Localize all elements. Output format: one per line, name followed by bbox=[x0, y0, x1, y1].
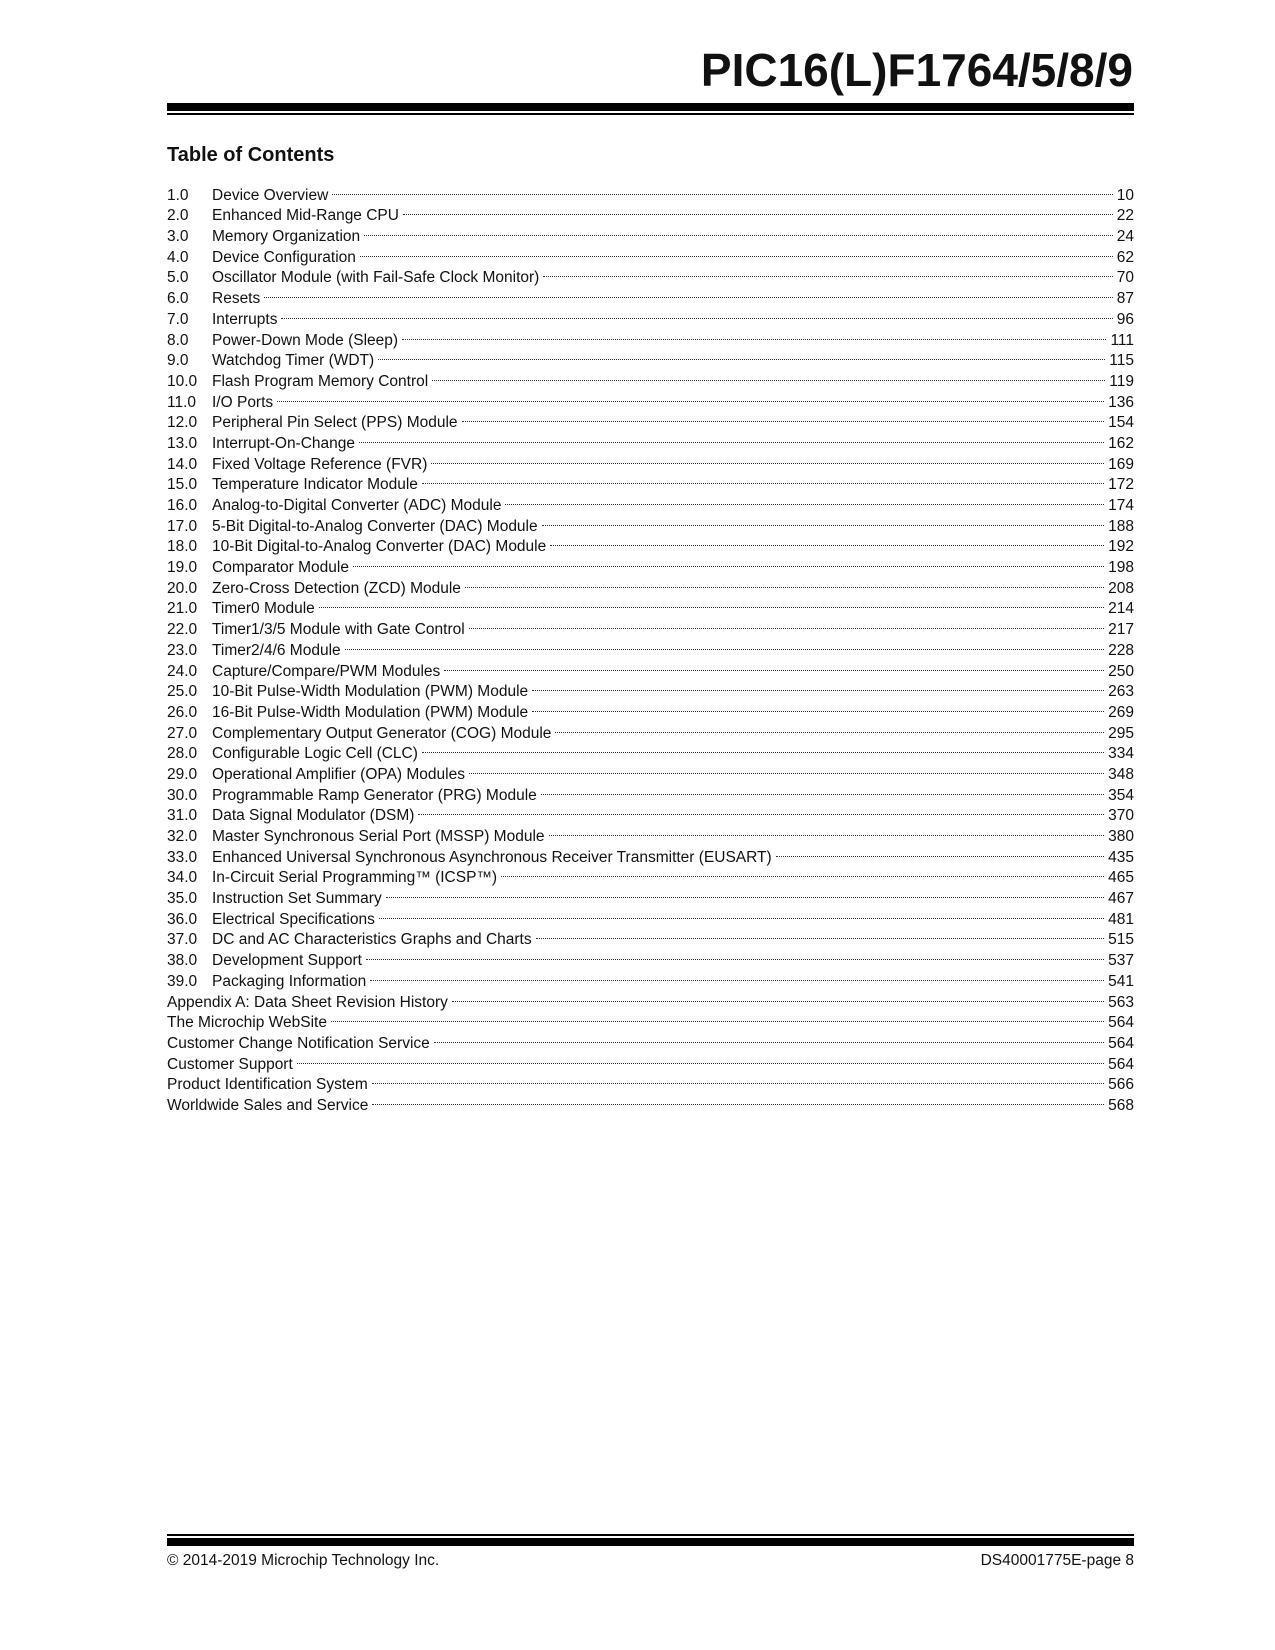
toc-entry-page[interactable]: 208 bbox=[1108, 579, 1134, 597]
toc-entry-title[interactable]: I/O Ports bbox=[212, 393, 274, 411]
toc-entry-number: 35.0 bbox=[167, 890, 198, 908]
toc-dot-leader bbox=[364, 220, 1113, 241]
toc-entry-title[interactable]: Instruction Set Summary bbox=[212, 890, 382, 908]
toc-entry-number: 32.0 bbox=[167, 828, 198, 845]
toc-entry-title[interactable]: Analog-to-Digital Converter (ADC) Module bbox=[212, 497, 502, 514]
toc-entry-title[interactable]: Development Support bbox=[212, 952, 362, 970]
toc-entry-page[interactable]: 228 bbox=[1108, 641, 1134, 659]
toc-entry-page[interactable]: 111 bbox=[1110, 331, 1134, 349]
toc-entry-number: 28.0 bbox=[167, 745, 198, 763]
toc-entry-page[interactable]: 515 bbox=[1108, 931, 1134, 949]
toc-dot-leader bbox=[297, 1048, 1104, 1069]
toc-entry[interactable] bbox=[167, 282, 1134, 308]
toc-entry-page[interactable]: 568 bbox=[1108, 1096, 1134, 1114]
toc-entry-page[interactable]: 263 bbox=[1108, 683, 1134, 701]
toc-entry-number: 23.0 bbox=[167, 641, 198, 659]
toc-list bbox=[167, 179, 1134, 1114]
toc-dot-leader bbox=[542, 510, 1105, 531]
toc-entry-title[interactable]: Data Signal Modulator (DSM) bbox=[212, 807, 415, 825]
toc-entry-page[interactable]: 198 bbox=[1108, 559, 1134, 577]
toc-entry-number: 21.0 bbox=[167, 600, 198, 618]
toc-entry-page[interactable]: 162 bbox=[1108, 434, 1134, 452]
toc-entry-title[interactable]: Timer2/4/6 Module bbox=[212, 641, 341, 659]
toc-dot-leader bbox=[319, 593, 1104, 614]
toc-entry-page[interactable]: 467 bbox=[1108, 890, 1134, 908]
toc-entry-page[interactable]: 217 bbox=[1108, 621, 1134, 639]
toc-dot-leader bbox=[264, 282, 1113, 303]
toc-entry-page[interactable]: 537 bbox=[1108, 952, 1134, 970]
toc-entry-title[interactable]: Appendix A: Data Sheet Revision History bbox=[167, 993, 448, 1011]
toc-entry-title[interactable]: 10-Bit Digital-to-Analog Converter (DAC) Module bbox=[212, 538, 547, 556]
toc-entry-title[interactable]: Flash Program Memory Control bbox=[212, 372, 429, 390]
toc-entry[interactable] bbox=[167, 386, 1134, 411]
toc-entry-number: 33.0 bbox=[167, 848, 198, 866]
toc-entry-title[interactable]: Worldwide Sales and Service bbox=[167, 1096, 369, 1114]
toc-dot-leader bbox=[345, 634, 1104, 655]
toc-entry-title[interactable]: Electrical Specifications bbox=[212, 910, 375, 928]
toc-entry-title[interactable]: Interrupt-On-Change bbox=[212, 434, 356, 452]
toc-entry-title[interactable]: Device Configuration bbox=[212, 248, 356, 266]
toc-entry-number: 22.0 bbox=[167, 621, 198, 639]
toc-dot-leader bbox=[422, 469, 1104, 490]
toc-entry-number: 4.0 bbox=[167, 248, 189, 266]
toc-dot-leader bbox=[452, 986, 1104, 1007]
toc-entry-number: 12.0 bbox=[167, 414, 198, 432]
toc-entry-number: 30.0 bbox=[167, 786, 198, 804]
toc-dot-leader bbox=[359, 427, 1104, 448]
toc-entry-page[interactable]: 354 bbox=[1108, 786, 1134, 804]
toc-entry-title[interactable]: 5-Bit Digital-to-Analog Converter (DAC) Module bbox=[212, 517, 538, 535]
toc-entry-number: 8.0 bbox=[167, 331, 189, 349]
toc-dot-leader bbox=[403, 200, 1113, 221]
toc-entry-page[interactable]: 62 bbox=[1116, 248, 1134, 266]
toc-entry-page[interactable]: 10 bbox=[1116, 186, 1134, 204]
toc-entry[interactable] bbox=[167, 407, 1134, 432]
toc-entry-number: 29.0 bbox=[167, 765, 198, 783]
toc-entry-number: 1.0 bbox=[167, 186, 189, 204]
toc-entry-number: 3.0 bbox=[167, 228, 189, 246]
toc-entry-title[interactable]: Fixed Voltage Reference (FVR) bbox=[212, 455, 428, 473]
footer-page-ref: DS40001775E-page 8 bbox=[980, 1552, 1134, 1569]
toc-entry-number: 25.0 bbox=[167, 683, 198, 701]
toc-entry-title[interactable]: In-Circuit Serial Programming™ (ICSP™) bbox=[212, 869, 498, 887]
toc-entry-page[interactable]: 96 bbox=[1116, 310, 1134, 328]
toc-entry-page[interactable]: 24 bbox=[1116, 228, 1134, 246]
toc-dot-leader bbox=[543, 262, 1112, 283]
toc-entry-page[interactable]: 22 bbox=[1116, 207, 1134, 225]
toc-dot-leader bbox=[776, 841, 1104, 862]
toc-entry-page[interactable]: 188 bbox=[1108, 517, 1134, 535]
toc-dot-leader bbox=[372, 1089, 1104, 1110]
footer-copyright: © 2014-2019 Microchip Technology Inc. bbox=[167, 1552, 440, 1569]
toc-entry-number: 20.0 bbox=[167, 579, 198, 597]
toc-entry-title[interactable]: Customer Support bbox=[167, 1055, 293, 1073]
toc-dot-leader bbox=[277, 386, 1104, 407]
toc-entry-title[interactable]: 16-Bit Pulse-Width Modulation (PWM) Module bbox=[212, 703, 529, 721]
toc-entry-title[interactable]: Resets bbox=[212, 290, 261, 308]
toc-entry-number: 6.0 bbox=[167, 290, 189, 308]
toc-dot-leader bbox=[462, 407, 1105, 428]
toc-entry-page[interactable]: 214 bbox=[1108, 600, 1134, 618]
toc-dot-leader bbox=[360, 241, 1113, 262]
toc-dot-leader bbox=[532, 676, 1104, 697]
toc-dot-leader bbox=[434, 1027, 1104, 1048]
toc-entry-page[interactable]: 348 bbox=[1108, 765, 1134, 783]
toc-entry-page[interactable]: 172 bbox=[1108, 476, 1134, 494]
toc-dot-leader bbox=[541, 779, 1104, 800]
toc-entry-title[interactable]: Operational Amplifier (OPA) Modules bbox=[212, 765, 465, 783]
toc-dot-leader bbox=[505, 489, 1104, 510]
toc-entry-title[interactable]: Watchdog Timer (WDT) bbox=[212, 352, 375, 370]
toc-entry-title[interactable]: Packaging Information bbox=[212, 972, 367, 990]
toc-dot-leader bbox=[372, 1069, 1104, 1090]
toc-entry-number: 19.0 bbox=[167, 559, 198, 577]
toc-entry-page[interactable]: 481 bbox=[1108, 910, 1134, 928]
toc-entry-title[interactable]: Peripheral Pin Select (PPS) Module bbox=[212, 414, 458, 432]
toc-entry-page[interactable]: 115 bbox=[1109, 352, 1134, 370]
toc-entry-number: 16.0 bbox=[167, 497, 198, 514]
toc-entry-title[interactable]: Capture/Compare/PWM Modules bbox=[212, 662, 441, 680]
toc-entry-title[interactable]: Programmable Ramp Generator (PRG) Module bbox=[212, 786, 537, 804]
toc-entry-number: 17.0 bbox=[167, 517, 198, 535]
toc-dot-leader bbox=[469, 758, 1104, 779]
toc-entry-title[interactable]: 10-Bit Pulse-Width Modulation (PWM) Module bbox=[212, 683, 529, 701]
toc-entry-page[interactable]: 174 bbox=[1108, 497, 1134, 514]
toc-dot-leader bbox=[386, 882, 1104, 903]
toc-entry-page[interactable]: 563 bbox=[1108, 993, 1134, 1011]
toc-entry-number: 31.0 bbox=[167, 807, 198, 825]
toc-dot-leader bbox=[432, 365, 1105, 386]
toc-entry-title[interactable]: Complementary Output Generator (COG) Module bbox=[212, 724, 552, 742]
toc-dot-leader bbox=[332, 179, 1112, 200]
toc-entry-title[interactable]: Zero-Cross Detection (ZCD) Module bbox=[212, 579, 461, 597]
toc-entry-title[interactable]: The Microchip WebSite bbox=[167, 1014, 327, 1032]
toc-dot-leader bbox=[549, 820, 1105, 841]
toc-entry-page[interactable]: 380 bbox=[1108, 828, 1134, 845]
toc-entry-page[interactable]: 435 bbox=[1108, 848, 1134, 866]
toc-entry-page[interactable]: 87 bbox=[1116, 290, 1134, 308]
toc-entry-number: 15.0 bbox=[167, 476, 198, 494]
toc-entry-page[interactable]: 269 bbox=[1108, 703, 1134, 721]
toc-entry-page[interactable]: 169 bbox=[1108, 455, 1134, 473]
toc-entry-title[interactable]: Power-Down Mode (Sleep) bbox=[212, 331, 399, 349]
toc-entry-title[interactable]: Comparator Module bbox=[212, 559, 349, 577]
toc-entry-title[interactable]: Configurable Logic Cell (CLC) bbox=[212, 745, 418, 763]
toc-entry-title[interactable]: Timer0 Module bbox=[212, 600, 315, 618]
toc-dot-leader bbox=[379, 903, 1104, 924]
toc-dot-leader bbox=[402, 324, 1106, 345]
toc-entry-number: 37.0 bbox=[167, 931, 198, 949]
toc-dot-leader bbox=[501, 862, 1104, 883]
toc-entry[interactable] bbox=[167, 324, 1134, 349]
toc-entry-page[interactable]: 250 bbox=[1108, 662, 1134, 680]
toc-entry-title[interactable]: Customer Change Notification Service bbox=[167, 1034, 430, 1052]
toc-entry-page[interactable]: 566 bbox=[1108, 1076, 1134, 1094]
toc-entry-number: 38.0 bbox=[167, 952, 198, 970]
toc-entry-title[interactable]: Device Overview bbox=[212, 186, 329, 204]
toc-dot-leader bbox=[444, 655, 1104, 676]
toc-entry-number: 2.0 bbox=[167, 207, 189, 225]
toc-entry-page[interactable]: 564 bbox=[1108, 1034, 1134, 1052]
header-rule-thin bbox=[167, 113, 1134, 115]
toc-dot-leader bbox=[465, 572, 1104, 593]
toc-entry-page[interactable]: 564 bbox=[1108, 1055, 1134, 1073]
toc-entry-title[interactable]: Memory Organization bbox=[212, 228, 361, 246]
toc-entry-number: 9.0 bbox=[167, 352, 189, 370]
toc-entry-number: 7.0 bbox=[167, 310, 189, 328]
toc-entry-page[interactable]: 295 bbox=[1108, 724, 1134, 742]
toc-entry[interactable] bbox=[167, 179, 1134, 204]
toc-dot-leader bbox=[469, 613, 1104, 634]
toc-dot-leader bbox=[431, 448, 1104, 469]
footer-rule-thick bbox=[167, 1538, 1134, 1546]
toc-entry-number: 5.0 bbox=[167, 269, 189, 287]
toc-dot-leader bbox=[532, 696, 1104, 717]
toc-entry-page[interactable]: 70 bbox=[1116, 269, 1134, 287]
toc-entry-number: 13.0 bbox=[167, 434, 198, 452]
header-rule-thick bbox=[167, 103, 1134, 111]
toc-entry-number: 24.0 bbox=[167, 662, 198, 680]
toc-entry-title[interactable]: Oscillator Module (with Fail-Safe Clock Monitor) bbox=[212, 269, 540, 287]
toc-entry-number: 18.0 bbox=[167, 538, 198, 556]
toc-dot-leader bbox=[370, 965, 1104, 986]
toc-entry-title[interactable]: Enhanced Mid-Range CPU bbox=[212, 207, 399, 225]
toc-dot-leader bbox=[331, 1007, 1104, 1028]
toc-entry-title[interactable]: Master Synchronous Serial Port (MSSP) Module bbox=[212, 828, 545, 845]
toc-entry-page[interactable]: 154 bbox=[1108, 414, 1134, 432]
toc-entry-number: 36.0 bbox=[167, 910, 198, 928]
toc-entry-number: 26.0 bbox=[167, 703, 198, 721]
toc-dot-leader bbox=[536, 924, 1105, 945]
toc-entry-page[interactable]: 465 bbox=[1108, 869, 1134, 887]
toc-entry-page[interactable]: 119 bbox=[1109, 372, 1134, 390]
toc-entry-number: 11.0 bbox=[167, 393, 197, 411]
toc-entry-page[interactable]: 334 bbox=[1108, 745, 1134, 763]
toc-dot-leader bbox=[378, 345, 1105, 366]
toc-entry-number: 27.0 bbox=[167, 724, 198, 742]
toc-entry-title[interactable]: Enhanced Universal Synchronous Asynchronous Receiver Transmitter (EUSART) bbox=[212, 848, 772, 866]
toc-entry-number: 39.0 bbox=[167, 972, 198, 990]
toc-entry-number: 14.0 bbox=[167, 455, 198, 473]
toc-entry-number: 10.0 bbox=[167, 372, 198, 390]
toc-entry[interactable] bbox=[167, 1048, 1134, 1073]
toc-entry-page[interactable]: 370 bbox=[1108, 807, 1134, 825]
footer-rule-thin bbox=[167, 1534, 1134, 1536]
toc-entry-page[interactable]: 541 bbox=[1108, 972, 1134, 990]
toc-dot-leader bbox=[366, 944, 1104, 965]
toc-entry-page[interactable]: 192 bbox=[1108, 538, 1134, 556]
toc-dot-leader bbox=[418, 800, 1104, 821]
toc-entry-page[interactable]: 136 bbox=[1108, 393, 1134, 411]
toc-heading: Table of Contents bbox=[167, 144, 335, 166]
toc-entry-page[interactable]: 564 bbox=[1108, 1014, 1134, 1032]
toc-entry-title[interactable]: Product Identification System bbox=[167, 1076, 368, 1094]
toc-entry-number: 34.0 bbox=[167, 869, 198, 887]
toc-dot-leader bbox=[555, 717, 1104, 738]
toc-dot-leader bbox=[353, 551, 1104, 572]
toc-dot-leader bbox=[281, 303, 1112, 324]
toc-entry[interactable] bbox=[167, 303, 1134, 328]
document-title: PIC16(L)F1764/5/8/9 bbox=[700, 44, 1133, 96]
toc-entry[interactable] bbox=[167, 1069, 1134, 1094]
toc-dot-leader bbox=[550, 531, 1104, 552]
toc-entry-title[interactable]: DC and AC Characteristics Graphs and Charts bbox=[212, 931, 532, 949]
toc-dot-leader bbox=[422, 738, 1104, 759]
toc-entry-title[interactable]: Temperature Indicator Module bbox=[212, 476, 418, 494]
toc-entry-title[interactable]: Interrupts bbox=[212, 310, 278, 328]
toc-entry-title[interactable]: Timer1/3/5 Module with Gate Control bbox=[212, 621, 465, 639]
